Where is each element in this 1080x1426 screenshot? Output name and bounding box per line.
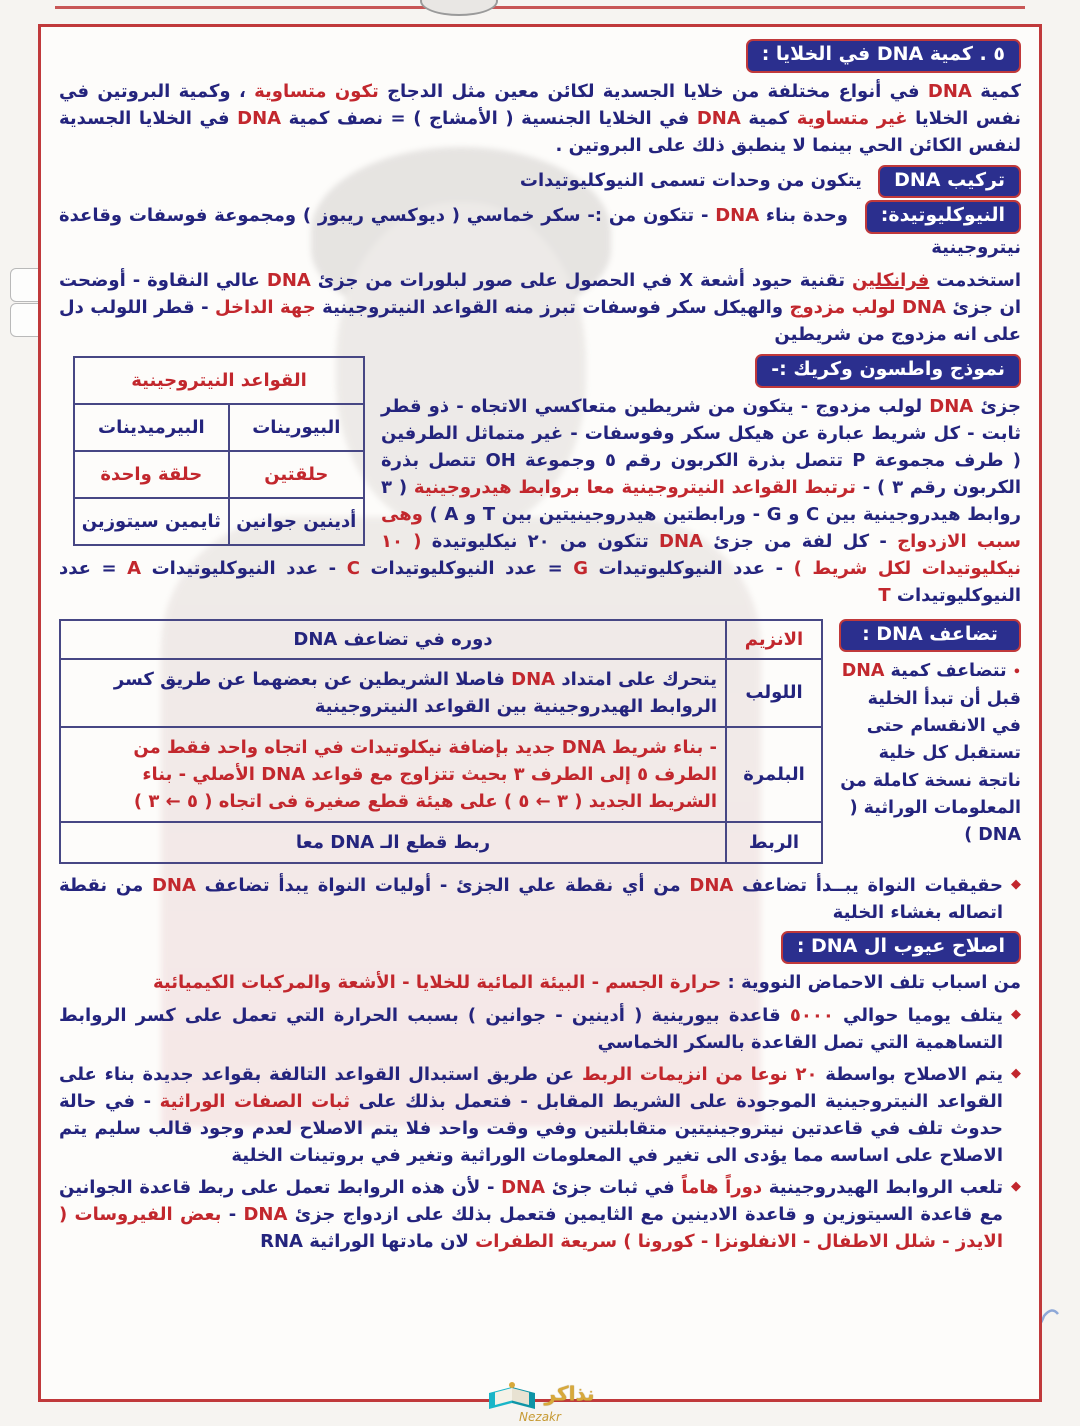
scan-top-red-line <box>55 6 1025 9</box>
table-row <box>60 659 822 727</box>
brand-name-english: Nezakr <box>519 1409 561 1424</box>
enzyme-polymerase: البلمرة <box>726 727 822 822</box>
bases-examples-purines: أدينين جوانين <box>229 498 364 545</box>
publisher-logo <box>0 1381 1080 1424</box>
repair-bullet-hydrogen-bonds: ◆ تلعب الروابط الهيدروجينية دوراً هاماً في ثبات جزئ DNA - لأن هذه الروابط تعمل على ربط قاعدة الجوانين مع قاعدة السيتوزين و قاعدة الادينين مع الثايمين فتعمل بذلك على ازدواج جزئ DNA - بعض الفيروسات ( الايدز - شلل الاطفال - الانفلونزا - كورونا ) سريعة الطفرات لان مادتها الوراثية RNA <box>59 1174 1021 1255</box>
bullet-icon: ◆ <box>1011 1007 1021 1023</box>
franklin-paragraph: استخدمت فرانكلين تقنية حيود أشعة X في الحصول على صور لبلورات من جزئ DNA عالي النقاوة - أوضحت ان جزئ DNA لولب مزدوج والهيكل سكر فوسفات تبرز منه القواعد النيتروجينية جهة الداخل - قطر اللولب دل على انه مزدوج من شريطين <box>59 269 1021 345</box>
scan-top-arc-artifact <box>420 0 498 16</box>
enzyme-polymerase-role: - بناء شريط DNA جديد بإضافة نيكلوتيدات في اتجاه واحد فقط من الطرف ٥ إلى الطرف ٣ بحيث تتزاوج مع قواعد DNA الأصلي - بناء الشريط الجديد ( ٣ ← ٥ ) على هيئة قطع صغيرة فى اتجاه ( ٥ ← ٣ ) <box>60 727 726 822</box>
repair-causes-line: من اسباب تلف الاحماض النووية : حرارة الجسم - البيئة المائية للخلايا - الأشعة والمركبات الكيميائية <box>152 972 1021 994</box>
brand-name-arabic: نذاكر <box>544 1381 595 1406</box>
open-book-icon <box>485 1381 539 1411</box>
table-row <box>60 822 822 863</box>
watson-crick-paragraph: جزئ DNA لولب مزدوج - يتكون من شريطين متعاكسي الاتجاه - ذو قطر ثابت - كل شريط عبارة عن هيكل سكر وفوسفات - غير متماثل الطرفين ( طرف مجموعة P تتصل بذرة الكربون رقم ٥ وجموعة OH تتصل بذرة الكربون رقم ٣ ) - ترتبط القواعد النيتروجينية معا بروابط هيدروجينية ( ٣ روابط هيدروجينية بين C و G - ورابطتين هيدروجينيتين بين T و A ) وهى سبب الازدواج - كل لفة من جزئ DNA تتكون من ٢٠ نيكليوتيدة ( ١٠ نيكليوتيدات لكل شريط ) - عدد النيوكليوتيدات G = عدد النيوكليوتيدات C - عدد النيوكليوتيدات A = عدد النيوكليوتيدات T <box>59 395 1022 606</box>
role-column-header: دوره في تضاعف DNA <box>60 620 726 659</box>
dna-structure-text: يتكون من وحدات تسمى النيوكليوتيدات <box>519 169 862 191</box>
bases-col-purines: البيورينات <box>229 404 364 451</box>
watson-crick-heading: نموذج واطسون وكريك :- <box>755 354 1021 388</box>
dna-amount-paragraph: كمية DNA في أنواع مختلفة من خلايا الجسدية لكائن معين مثل الدجاج تكون متساوية ، وكمية البروتين في نفس الخلايا غير متساوية كمية DNA في الخلايا الجنسية ( الأمشاج ) = نصف كمية DNA في الخلايا الجسدية لنفس الكائن الحي بينما لا ينطبق ذلك على البروتين . <box>59 80 1021 156</box>
bases-col-pyrimidines: البيرميدينات <box>74 404 229 451</box>
dna-structure-heading: تركيب DNA <box>878 165 1021 199</box>
table-row <box>60 727 822 822</box>
repair-bullet-ligase-enzymes: ◆ يتم الاصلاح بواسطة ٢٠ نوعا من انزيمات الربط عن طريق استبدال القواعد التالفة بقواعد جديدة بناء على القواعد النيتروجينية الموجودة على الشريط المقابل - فتعمل بذلك على ثبات الصفات الوراثية - في حالة حدوث تلف في قاعدتين نيتروجينيتين متقابلتين وفي وقت واحد فلا يتم الاصلاح لعدم وجود قالب سليم يتم الاصلاح على اساسه مما يؤدى الى تغير في المعلومات الوراثية وتغير في بروتينات الخلية <box>59 1061 1021 1169</box>
enzyme-ligase: الربط <box>726 822 822 863</box>
nucleotide-heading: النيوكليوتيدة: <box>865 200 1021 234</box>
nitrogenous-bases-table <box>73 356 365 546</box>
bullet-icon: ◆ <box>1011 1066 1021 1082</box>
section-title-dna-amount: ٥ . كمية DNA في الخلايا : <box>746 39 1021 73</box>
page-frame <box>38 24 1042 1402</box>
watson-crick-section <box>59 354 1021 615</box>
replication-origin-note: ◆ حقيقيات النواة يبــدأ تضاعف DNA من أي نقطة علي الجزئ - أوليات النواة يبدأ تضاعف DNA من نقطة اتصاله بغشاء الخلية <box>59 872 1021 926</box>
bullet-icon: ◆ <box>1011 1179 1021 1195</box>
repair-bullet-daily-loss: ◆ يتلف يوميا حوالي ٥٠٠٠ قاعدة بيورينية ( أدينين - جوانين ) بسبب الحرارة التي تعمل على كسر الروابط التساهمية التي تصل القاعدة بالسكر الخماسي <box>59 1002 1021 1056</box>
page-content <box>41 27 1039 1270</box>
enzyme-helicase-role: يتحرك على امتداد DNA فاصلا الشريطين عن بعضهما عن طريق كسر الروابط الهيدروجينية بين القواعد النيتروجينية <box>60 659 726 727</box>
dna-replication-heading: تضاعف DNA : <box>839 619 1021 653</box>
bases-table-title: القواعد النيتروجينية <box>74 357 364 404</box>
enzymes-table-wrap <box>59 619 823 864</box>
bullet-icon: ◆ <box>1011 876 1021 892</box>
enzyme-ligase-role: ربط قطع الـ DNA معا <box>60 822 726 863</box>
dna-replication-section <box>59 619 1021 864</box>
dna-repair-heading: اصلاح عيوب ال DNA : <box>781 931 1021 965</box>
replication-enzymes-table <box>59 619 823 864</box>
bases-examples-pyrimidines: ثايمين سيتوزين <box>74 498 229 545</box>
enzyme-column-header: الانزيم <box>726 620 822 659</box>
bullet-icon: • <box>1012 665 1021 681</box>
nucleotide-definition <box>59 200 1021 261</box>
bases-rings-pyrimidines: حلقة واحدة <box>74 451 229 498</box>
replication-side-note: • تتضاعف كمية DNA قبل أن تبدأ الخلية في الانقسام حتى تستقبل كل خلية ناتجة نسخة كاملة من المعلومات الوراثية ( DNA ) <box>840 661 1021 845</box>
replication-side-column <box>839 619 1021 864</box>
bases-rings-purines: حلقتين <box>229 451 364 498</box>
nucleotide-text: وحدة بناء DNA - تتكون من :- سكر خماسي ( ديوكسي ريبوز ) ومجموعة فوسفات وقاعدة نيتروجينية <box>59 205 1021 258</box>
enzyme-helicase: اللولب <box>726 659 822 727</box>
